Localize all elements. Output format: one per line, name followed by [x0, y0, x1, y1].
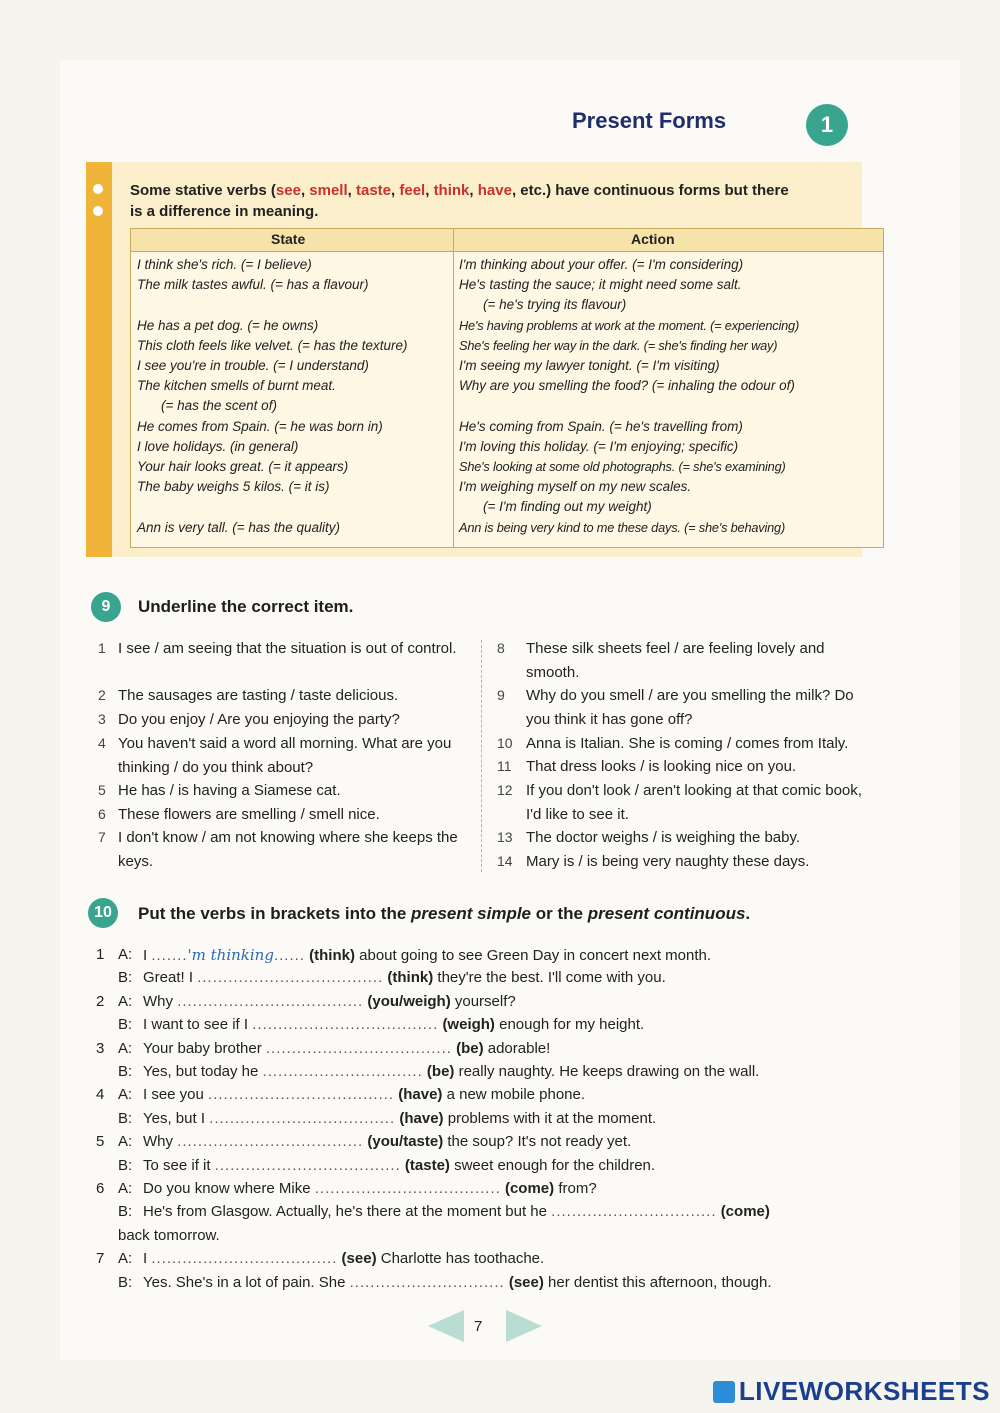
item-number: 12 — [497, 782, 513, 798]
exercise-item[interactable]: That dress looks / is looking nice on you. — [526, 758, 797, 775]
action-row: I'm seeing my lawyer tonight. (= I'm visiting) — [459, 358, 720, 373]
exercise-item[interactable]: He has / is having a Siamese cat. — [118, 782, 341, 799]
line-text: really naughty. He keeps drawing on the wall. — [458, 1063, 760, 1080]
line-text: problems with it at the moment. — [447, 1109, 657, 1127]
answer-blank[interactable]: .................................... — [214, 1156, 401, 1174]
speaker: A: — [118, 1250, 133, 1268]
verb-prompt: (be) — [456, 1039, 484, 1057]
speaker: B: — [118, 1203, 133, 1221]
answer-blank[interactable]: ................................ — [551, 1203, 717, 1221]
action-row: I'm loving this holiday. (= I'm enjoying; specific) — [459, 438, 739, 454]
speaker: A: — [118, 1086, 133, 1104]
verb-prompt: (see) — [508, 1273, 544, 1291]
answer-blank[interactable]: .............................. — [349, 1273, 505, 1291]
exercise-10-number: 10 — [88, 898, 118, 928]
state-row: Ann is very tall. (= has the quality) — [137, 519, 340, 535]
item-number: 7 — [98, 829, 106, 845]
prev-page-triangle — [428, 1310, 464, 1342]
stative-verbs-box — [86, 162, 862, 557]
action-row: (= I'm finding out my weight) — [483, 499, 652, 515]
action-row: Why are you smelling the food? (= inhaling the odour of) — [459, 378, 795, 394]
dialogue-line — [143, 1014, 644, 1036]
line-text: the soup? It's not ready yet. — [447, 1133, 632, 1151]
line-number: 6 — [96, 1180, 105, 1197]
dialogue-line — [143, 1108, 656, 1130]
state-action-table — [130, 228, 884, 548]
exercise-10-heading: Put the verbs in brackets into the present simple or the present continuous. — [138, 904, 751, 923]
line-text: yourself? — [454, 992, 516, 1010]
dialogue-line — [143, 944, 711, 967]
column-divider — [453, 229, 454, 547]
line-text: from? — [558, 1180, 597, 1197]
answer-blank[interactable]: .................................... — [209, 1109, 396, 1127]
answer-blank[interactable]: .................................... — [314, 1180, 501, 1197]
speaker: B: — [118, 1109, 133, 1127]
exercise-item[interactable]: I don't know / am not knowing where she keeps the keys. — [118, 829, 458, 870]
speaker: B: — [118, 1016, 133, 1034]
state-row: The baby weighs 5 kilos. (= it is) — [137, 479, 330, 495]
line-text: Yes, but today he — [143, 1063, 259, 1080]
line-number: 1 — [96, 946, 105, 963]
state-row: He comes from Spain. (= he was born in) — [137, 418, 383, 434]
exercise-item[interactable]: Mary is / is being very naughty these days. — [526, 853, 810, 870]
column-header-action: Action — [631, 231, 675, 247]
column-separator — [481, 640, 482, 872]
line-text: adorable! — [487, 1039, 551, 1057]
answer-blank[interactable]: .................................... — [197, 969, 384, 987]
line-text: To see if it — [143, 1156, 211, 1174]
exercise-9-heading: Underline the correct item. — [138, 597, 354, 616]
line-text: about going to see Green Day in concert next month. — [359, 947, 712, 964]
exercise-item[interactable]: The sausages are tasting / taste delicious. — [118, 687, 399, 704]
speaker: A: — [118, 946, 133, 963]
verb-prompt: (taste) — [404, 1156, 450, 1174]
item-number: 8 — [497, 640, 505, 656]
exercise-9-number: 9 — [91, 592, 121, 622]
speaker: A: — [118, 1039, 133, 1057]
item-number: 10 — [497, 735, 513, 751]
state-row: The milk tastes awful. (= has a flavour) — [137, 277, 369, 293]
verb-prompt: (come) — [720, 1203, 770, 1221]
line-text: Do you know where Mike — [143, 1180, 311, 1197]
answer-blank[interactable]: .................................... — [151, 1250, 338, 1268]
item-number: 4 — [98, 735, 106, 751]
line-text: Why — [143, 992, 173, 1010]
line-text: a new mobile phone. — [446, 1086, 586, 1104]
answer-blank[interactable]: .................................... — [265, 1039, 452, 1057]
action-row: He's coming from Spain. (= he's travelling from) — [459, 418, 743, 434]
action-row: He's tasting the sauce; it might need some salt. — [459, 277, 742, 293]
item-number: 1 — [98, 640, 106, 656]
answer-handwritten[interactable]: 'm thinking — [187, 946, 274, 964]
line-text: I — [143, 947, 148, 964]
dialogue-line — [143, 1272, 772, 1294]
verb-prompt: (think) — [309, 947, 355, 964]
state-row: I think she's rich. (= I believe) — [137, 257, 312, 272]
intro-text: Some stative verbs (see, smell, taste, feel, think, have, etc.) have continuous forms but there is a difference in meaning. — [130, 182, 789, 220]
exercise-item[interactable]: These flowers are smelling / smell nice. — [118, 806, 380, 823]
answer-blank[interactable]: .................................... — [177, 1133, 364, 1151]
action-row: He's having problems at work at the moment. (= experiencing) — [459, 317, 800, 333]
verb-prompt: (be) — [426, 1063, 455, 1080]
dialogue-line — [118, 1225, 220, 1247]
state-row: I love holidays. (in general) — [137, 438, 299, 454]
dialogue-line — [143, 991, 516, 1013]
dialogue-line — [143, 1201, 770, 1223]
dialogue-line — [143, 1084, 585, 1106]
speaker: B: — [118, 969, 133, 987]
line-text: back tomorrow. — [118, 1226, 220, 1244]
state-row: (= has the scent of) — [161, 398, 277, 414]
answer-blank[interactable]: .................................... — [208, 1086, 395, 1104]
speaker: B: — [118, 1063, 133, 1080]
line-text: Charlotte has toothache. — [380, 1250, 545, 1268]
dialogue-line — [143, 1131, 631, 1153]
state-row: I see you're in trouble. (= I understand) — [137, 358, 369, 373]
bullet-dot — [93, 206, 103, 216]
speaker: A: — [118, 1180, 133, 1197]
dialogue-line — [143, 1155, 655, 1177]
line-text: Yes. She's in a lot of pain. She — [143, 1273, 346, 1291]
verb-prompt: (think) — [387, 969, 434, 987]
line-text: Yes, but I — [143, 1109, 205, 1127]
chapter-badge: 1 — [806, 104, 848, 146]
line-text: enough for my height. — [499, 1016, 645, 1034]
line-text: I want to see if I — [143, 1016, 249, 1034]
action-row: Ann is being very kind to me these days. (= she's behaving) — [459, 519, 786, 535]
exercise-item[interactable]: Anna is Italian. She is coming / comes from Italy. — [526, 735, 849, 752]
dialogue-line — [143, 1248, 544, 1270]
state-row: He has a pet dog. (= he owns) — [137, 317, 319, 333]
line-text: Your baby brother — [143, 1039, 262, 1057]
item-number: 11 — [497, 758, 512, 774]
exercise-item[interactable]: Do you enjoy / Are you enjoying the party? — [118, 711, 400, 728]
bullet-dot — [93, 184, 103, 194]
state-row: This cloth feels like velvet. (= has the texture) — [137, 337, 408, 353]
exercise-item[interactable]: If you don't look / aren't looking at that comic book, I'd like to see it. — [526, 782, 862, 823]
action-row: She's looking at some old photographs. (= she's examining) — [459, 459, 786, 474]
verb-prompt: (have) — [399, 1109, 444, 1127]
answer-blank[interactable]: .................................... — [252, 1016, 439, 1034]
item-number: 6 — [98, 806, 106, 822]
dialogue-line — [143, 1061, 759, 1083]
dialogue-line — [143, 1038, 550, 1060]
item-number: 2 — [98, 687, 106, 703]
exercise-item[interactable]: The doctor weighs / is weighing the baby. — [526, 829, 801, 846]
state-row: Your hair looks great. (= it appears) — [137, 459, 349, 474]
liveworksheets-logo-icon — [713, 1381, 735, 1403]
line-text: her dentist this afternoon, though. — [548, 1273, 772, 1291]
answer-blank[interactable]: ....... — [151, 947, 188, 964]
line-number: 5 — [96, 1133, 105, 1151]
verb-prompt: (you/weigh) — [367, 992, 451, 1010]
line-text: they're the best. I'll come with you. — [437, 969, 666, 987]
line-text: I see you — [143, 1086, 204, 1104]
line-text: Great! I — [143, 969, 194, 987]
line-number: 2 — [96, 992, 105, 1010]
speaker: B: — [118, 1273, 133, 1291]
dialogue-line — [143, 1178, 597, 1200]
answer-blank: ...... — [273, 947, 305, 964]
liveworksheets-brand[interactable]: LIVEWORKSHEETS — [713, 1376, 990, 1407]
item-number: 3 — [98, 711, 106, 727]
answer-blank[interactable]: ............................... — [262, 1063, 423, 1080]
item-number: 9 — [497, 687, 505, 703]
item-number: 5 — [98, 782, 106, 798]
speaker: B: — [118, 1156, 133, 1174]
line-number: 3 — [96, 1039, 105, 1057]
action-row: I'm weighing myself on my new scales. — [459, 479, 692, 495]
next-page-triangle — [506, 1310, 542, 1342]
line-text: Why — [143, 1133, 173, 1151]
line-text: sweet enough for the children. — [454, 1156, 656, 1174]
line-text: He's from Glasgow. Actually, he's there at the moment but he — [143, 1203, 547, 1221]
answer-blank[interactable]: .................................... — [177, 992, 364, 1010]
line-number: 4 — [96, 1086, 105, 1104]
item-number: 13 — [497, 829, 513, 845]
verb-prompt: (weigh) — [442, 1016, 495, 1034]
verb-prompt: (come) — [504, 1180, 555, 1197]
verb-prompt: (see) — [341, 1250, 377, 1268]
table-header — [131, 229, 883, 252]
exercise-item[interactable]: You haven't said a word all morning. What are you thinking / do you think about? — [118, 735, 452, 776]
speaker: A: — [118, 992, 133, 1010]
verb-prompt: (you/taste) — [367, 1133, 444, 1151]
line-text: I — [143, 1250, 148, 1268]
line-number: 7 — [96, 1250, 105, 1268]
exercise-item[interactable]: I see / am seeing that the situation is out of control. — [118, 640, 457, 657]
page-number: 7 — [474, 1318, 483, 1335]
action-row: (= he's trying its flavour) — [483, 297, 627, 313]
exercise-item[interactable]: These silk sheets feel / are feeling lovely and smooth. — [526, 640, 825, 681]
page-title: Present Forms — [572, 108, 727, 133]
action-row: I'm thinking about your offer. (= I'm considering) — [459, 257, 744, 272]
state-row: The kitchen smells of burnt meat. — [137, 378, 336, 394]
action-row: She's feeling her way in the dark. (= she's finding her way) — [459, 337, 778, 353]
exercise-item[interactable]: Why do you smell / are you smelling the milk? Do you think it has gone off? — [526, 687, 854, 728]
item-number: 14 — [497, 853, 513, 869]
column-header-state: State — [271, 231, 306, 247]
verb-prompt: (have) — [398, 1086, 443, 1104]
speaker: A: — [118, 1133, 133, 1151]
dialogue-line — [143, 967, 666, 989]
